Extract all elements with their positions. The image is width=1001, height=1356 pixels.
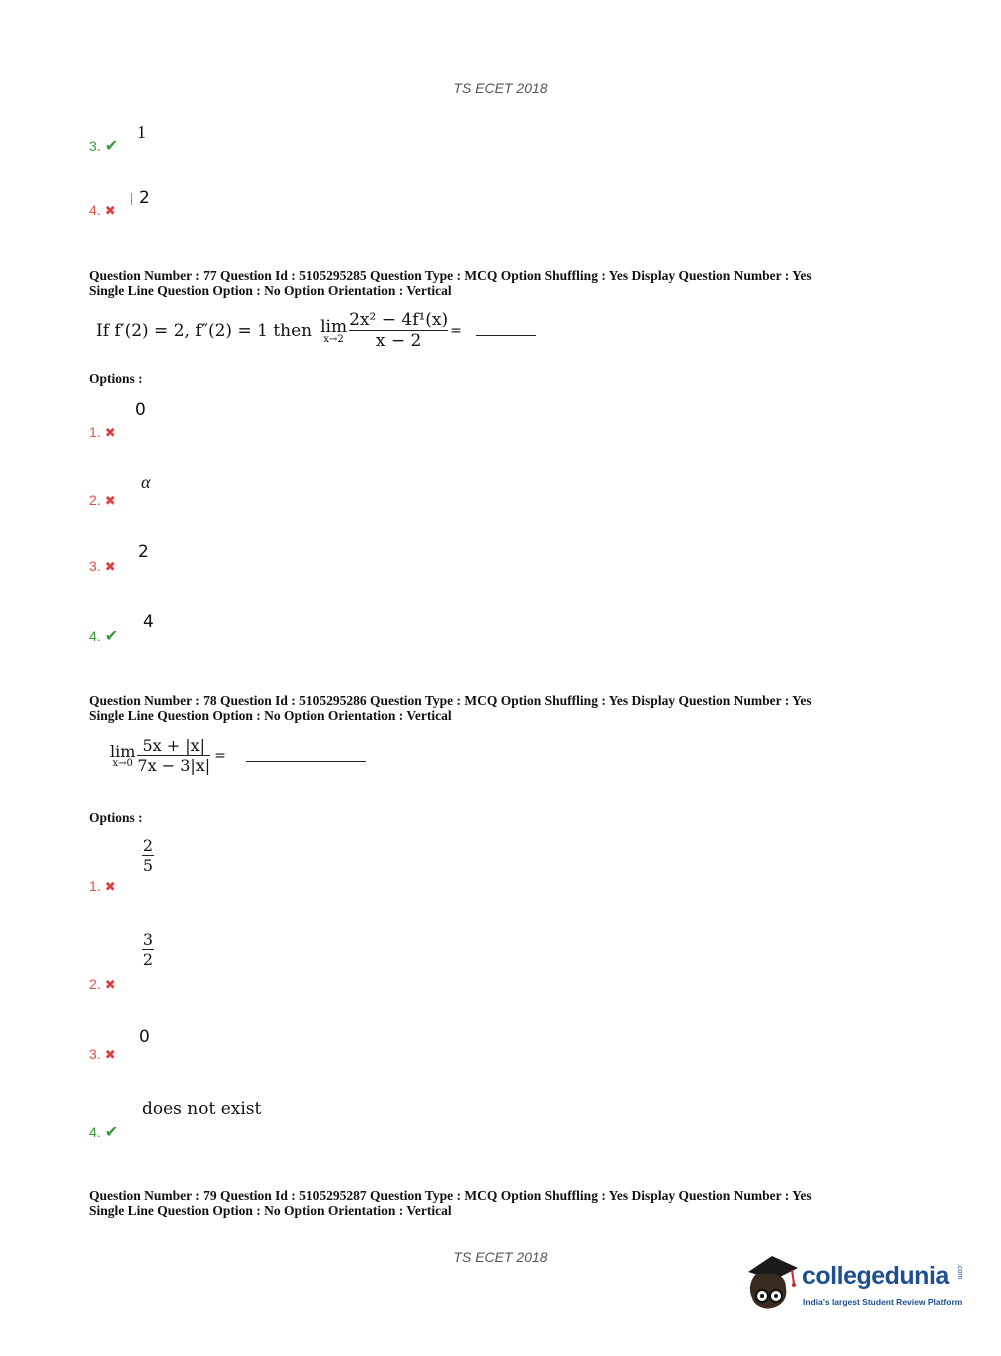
cross-icon: ✖ <box>104 425 116 440</box>
limit-operator <box>320 317 347 345</box>
check-icon: ✔ <box>104 138 119 155</box>
cross-icon: ✖ <box>104 559 116 574</box>
question-meta-line: Single Line Question Option : No Option Orientation : Vertical <box>89 283 452 298</box>
options-label: Options : <box>89 810 143 825</box>
check-icon: ✔ <box>104 1124 119 1141</box>
question-meta-line: Single Line Question Option : No Option Orientation : Vertical <box>89 708 452 723</box>
limit-word: lim <box>110 742 136 761</box>
option-number: 4. ✔ <box>89 1124 119 1141</box>
option-value: 0 <box>135 400 146 420</box>
denominator: x − 2 <box>375 331 422 351</box>
question-meta-line: Question Number : 77 Question Id : 5105295285 Question Type : MCQ Option Shuffling : Yes Display Question Number : Yes <box>89 268 812 283</box>
limit-word: lim <box>320 316 348 337</box>
numerator: 5x + |x| <box>142 736 206 755</box>
page-header: TS ECET 2018 <box>453 80 548 96</box>
options-label: Options : <box>89 371 143 386</box>
option-value: 2 <box>139 188 150 208</box>
option-value: does not exist <box>142 1099 262 1119</box>
fraction-numerator: 2 <box>142 836 154 855</box>
equals-sign: = <box>214 747 226 764</box>
option-value: 0 <box>139 1027 150 1047</box>
cross-icon: ✖ <box>104 493 116 508</box>
option-number: 1. ✖ <box>89 878 116 894</box>
option-value: 4 <box>143 612 154 632</box>
mascot-icon <box>742 1250 800 1318</box>
brand-name: collegedunia <box>802 1262 949 1290</box>
page-footer: TS ECET 2018 <box>453 1249 548 1265</box>
fraction-denominator: 5 <box>142 856 154 875</box>
fraction <box>349 310 448 351</box>
fraction-denominator: 2 <box>142 950 154 969</box>
question-meta-line: Question Number : 79 Question Id : 5105295287 Question Type : MCQ Option Shuffling : Yes Display Question Number : Yes <box>89 1188 812 1203</box>
option-number: 3. ✔ <box>89 138 119 155</box>
limit-subscript: x→2 <box>323 333 344 345</box>
equals-sign: = <box>450 322 462 339</box>
fraction-numerator: 3 <box>142 930 154 949</box>
option-number: 1. ✖ <box>89 424 116 440</box>
option-number: 3. ✖ <box>89 1046 116 1062</box>
fraction <box>137 736 210 775</box>
option-number: 3. ✖ <box>89 558 116 574</box>
question-text: If f′(2) = 2, f″(2) = 1 then <box>96 320 313 341</box>
answer-blank <box>246 761 366 762</box>
option-value: α <box>141 472 151 492</box>
question-stem <box>110 736 366 775</box>
question-meta-line: Question Number : 78 Question Id : 5105295286 Question Type : MCQ Option Shuffling : Yes Display Question Number : Yes <box>89 693 812 708</box>
option-number: 4. ✔ <box>89 628 119 645</box>
cross-icon: ✖ <box>104 1047 116 1062</box>
question-meta <box>89 693 812 723</box>
cross-icon: ✖ <box>104 977 116 992</box>
answer-blank <box>476 335 536 336</box>
limit-subscript: x→0 <box>112 758 133 769</box>
option-value: 1 <box>137 122 146 142</box>
option-value: 2 <box>138 542 149 562</box>
question-meta <box>89 268 812 298</box>
cross-icon: ✖ <box>104 203 116 218</box>
cross-icon: ✖ <box>104 879 116 894</box>
limit-operator <box>110 742 135 769</box>
brand-tagline: India's largest Student Review Platform <box>803 1297 963 1307</box>
divider <box>131 193 132 205</box>
option-number: 2. ✖ <box>89 976 116 992</box>
option-number: 4. ✖ <box>89 202 116 218</box>
option-number: 2. ✖ <box>89 492 116 508</box>
question-meta <box>89 1188 812 1218</box>
collegedunia-logo <box>742 1250 972 1320</box>
check-icon: ✔ <box>104 628 119 645</box>
option-value <box>142 930 154 969</box>
brand-suffix: .com <box>956 1264 963 1280</box>
denominator: 7x − 3|x| <box>137 756 211 775</box>
numerator: 2x² − 4f¹(x) <box>349 310 449 330</box>
option-value <box>142 836 154 875</box>
question-meta-line: Single Line Question Option : No Option Orientation : Vertical <box>89 1203 452 1218</box>
question-stem <box>96 310 536 351</box>
